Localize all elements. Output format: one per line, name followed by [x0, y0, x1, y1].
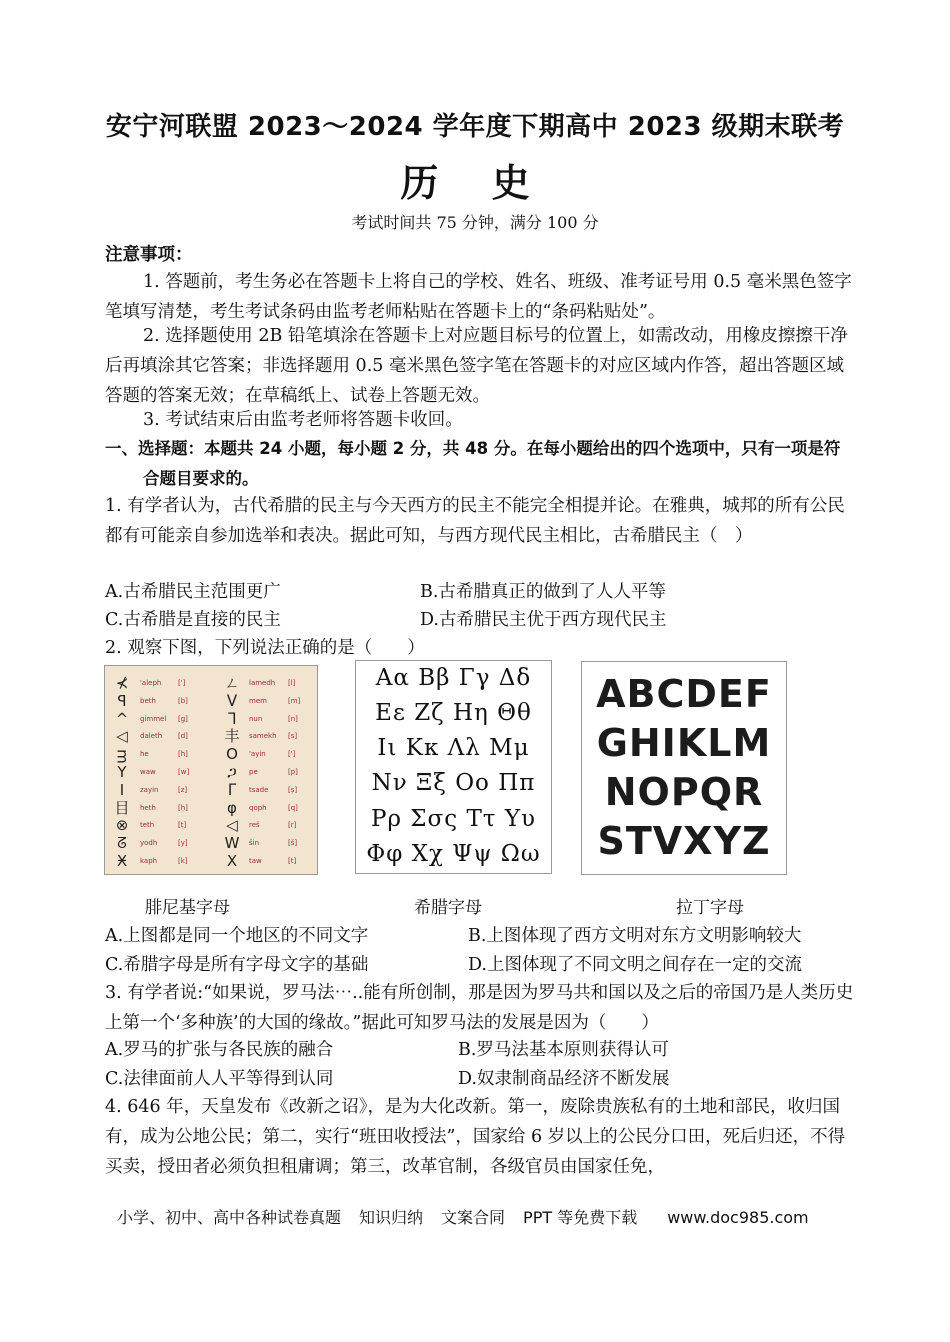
exam-title: 安宁河联盟 2023～2024 学年度下期高中 2023 级期末联考 — [105, 112, 845, 142]
question-2-stem: 2. 观察下图，下列说法正确的是（ ） — [105, 638, 425, 658]
phoenician-row — [105, 799, 315, 818]
phoenician-letter-name: beth — [140, 696, 156, 705]
phoenician-letter-name: daleth — [140, 732, 163, 741]
phoenician-row — [105, 852, 315, 871]
question-3-option-d: D.奴隶制商品经济不断发展 — [458, 1069, 670, 1089]
caption-phoenician: 腓尼基字母 — [145, 898, 230, 918]
latin-row: NOPQR — [604, 770, 764, 814]
phoenician-letter-name: taw — [249, 857, 262, 865]
latin-row: GHIKLM — [596, 721, 772, 765]
caption-greek: 希腊字母 — [414, 898, 482, 918]
greek-row: Ιι Κκ Λλ Μμ — [377, 735, 530, 761]
phoenician-letter-sound: [l] — [288, 679, 296, 687]
section-heading: 一、选择题：本题共 24 小题，每小题 2 分，共 48 分。在每小题给出的四个选项中，只有一项是符合题目要求的。 — [105, 439, 841, 488]
phoenician-glyph: ⊀ — [115, 674, 129, 692]
phoenician-row — [105, 745, 315, 764]
phoenician-letter-name: reš — [249, 821, 260, 830]
latin-alphabet-image — [581, 661, 787, 875]
phoenician-letter-name: mem — [249, 696, 267, 705]
phoenician-letter-sound: [n] — [288, 714, 298, 723]
note-item-1: 1. 答题前，考生务必在答题卡上将自己的学校、姓名、班级、准考证号用 0.5 毫米黑色签字笔填写清楚，考生考试条码由监考老师粘贴在答题卡上的“条码粘贴处”。 — [105, 272, 852, 322]
phoenician-glyph: O — [226, 745, 238, 764]
phoenician-letter-sound: [ḥ] — [178, 803, 188, 812]
phoenician-letter-name: 'aleph — [140, 679, 162, 687]
phoenician-letter-name: he — [140, 750, 149, 759]
greek-row: Αα Ββ Γγ Δδ — [375, 665, 532, 691]
question-3-option-b: B.罗马法基本原则获得认可 — [458, 1040, 669, 1060]
phoenician-letter-name: zayin — [140, 785, 159, 794]
phoenician-letter-name: šin — [249, 839, 260, 848]
phoenician-letter-name: tsade — [249, 785, 269, 794]
phoenician-letter-sound: [y] — [178, 839, 188, 848]
question-1-option-b: B.古希腊真正的做到了人人平等 — [420, 582, 666, 602]
question-3-option-c: C.法律面前人人平等得到认同 — [105, 1069, 334, 1089]
phoenician-glyph: φ — [227, 798, 237, 817]
phoenician-letter-sound: [g] — [178, 714, 188, 723]
phoenician-row — [105, 834, 315, 853]
phoenician-row — [105, 781, 315, 800]
question-2-option-b: B.上图体现了西方文明对东方文明影响较大 — [468, 926, 802, 946]
phoenician-glyph: ᘔ — [117, 834, 127, 853]
phoenician-glyph: I — [119, 780, 125, 799]
page-footer — [117, 1205, 809, 1228]
phoenician-letter-sound: [š] — [288, 839, 298, 848]
exam-time-info: 考试时间共 75 分钟，满分 100 分 — [351, 213, 599, 232]
phoenician-letter-name: kaph — [140, 857, 158, 865]
phoenician-letter-name: yodh — [140, 839, 158, 848]
footer-text: PPT 等免费下载 — [523, 1208, 638, 1227]
footer-text: 文案合同 — [441, 1208, 506, 1227]
exam-subject: 历 史 — [400, 161, 550, 205]
question-4-stem: 4. 646 年，天皇发布《改新之诏》，是为大化改新。第一，废除贵族私有的土地和部民，收归国有，成为公地公民；第二，实行“班田收授法”，国家给 6 岁以上的公民分口田，死后归还，不得买卖，授田者必须负担租庸调；第三，改革官制，各级官员由国家任免， — [105, 1097, 846, 1177]
phoenician-letter-sound: [s] — [288, 732, 298, 741]
phoenician-letter-sound: [h] — [178, 750, 188, 759]
latin-row: ABCDEF — [596, 672, 772, 716]
phoenician-letter-name: samekh — [249, 732, 277, 741]
phoenician-letter-sound: [m] — [288, 696, 301, 705]
phoenician-glyph: ⊗ — [115, 816, 129, 835]
phoenician-glyph: ◁ — [226, 816, 238, 835]
phoenician-row — [105, 727, 315, 746]
question-2-option-c: C.希腊字母是所有字母文字的基础 — [105, 955, 369, 975]
phoenician-row — [105, 710, 315, 729]
greek-row: Φφ Χχ Ψψ Ωω — [366, 841, 541, 867]
phoenician-letter-sound: [p] — [288, 768, 298, 776]
phoenician-glyph: ㄥ — [224, 674, 240, 692]
phoenician-letter-name: gimmel — [140, 714, 167, 723]
question-3-stem: 3. 有学者说:“如果说，罗马法⋯..能有所创制，那是因为罗马共和国以及之后的帝国乃是人类历史上第一个‘多种族’的大国的缘故。”据此可知罗马法的发展是因为（ ） — [105, 983, 854, 1033]
phoenician-glyph: W — [224, 834, 240, 853]
question-1-stem: 1. 有学者认为，古代希腊的民主与今天西方的民主不能完全相提并论。在雅典，城邦的所有公民都有可能亲自参加选举和表决。据此可知，与西方现代民主相比，古希腊民主（ ） — [105, 496, 845, 546]
phoenician-letter-sound: [t] — [288, 857, 297, 865]
phoenician-row — [105, 692, 315, 711]
phoenician-letter-name: 'ayin — [249, 750, 266, 759]
phoenician-letter-sound: [ṭ] — [178, 821, 187, 830]
question-3-option-a: A.罗马的扩张与各民族的融合 — [105, 1040, 334, 1060]
footer-text: 小学、初中、高中各种试卷真题 — [117, 1208, 342, 1227]
phoenician-glyph: ꟼ — [117, 691, 127, 710]
phoenician-letter-sound: [b] — [178, 696, 188, 705]
phoenician-glyph: ᴟ — [117, 745, 127, 764]
greek-row: Ρρ Σσς Ττ Υυ — [370, 806, 536, 832]
phoenician-glyph: ^ — [115, 709, 129, 728]
phoenician-row — [105, 816, 315, 835]
phoenician-letter-sound: [w] — [178, 768, 190, 776]
note-item-3: 3. 考试结束后由监考老师将答题卡收回。 — [143, 410, 463, 430]
phoenician-glyph: 目 — [114, 798, 130, 817]
phoenician-letter-sound: [d] — [178, 732, 188, 741]
question-2-option-a: A.上图都是同一个地区的不同文字 — [105, 926, 369, 946]
question-1-option-d: D.古希腊民主优于西方现代民主 — [420, 610, 667, 630]
greek-row: Νν Ξξ Οο Ππ — [371, 770, 536, 796]
phoenician-letter-name: pe — [249, 768, 258, 776]
phoenician-alphabet-image — [104, 665, 318, 875]
phoenician-glyph: 丰 — [224, 727, 240, 746]
phoenician-letter-name: qoph — [249, 803, 267, 812]
greek-row: Εε Ζζ Ηη Θθ — [375, 700, 532, 726]
phoenician-letter-sound: [k] — [178, 857, 188, 865]
notes-heading: 注意事项： — [105, 245, 193, 265]
phoenician-glyph: ᐯ — [226, 691, 238, 710]
phoenician-letter-sound: ['] — [288, 750, 296, 759]
question-1-option-c: C.古希腊是直接的民主 — [105, 610, 281, 630]
caption-latin: 拉丁字母 — [676, 898, 744, 918]
phoenician-letter-name: waw — [140, 768, 156, 776]
phoenician-letter-name: teth — [140, 821, 155, 830]
phoenician-letter-sound: [z] — [178, 785, 188, 794]
phoenician-letter-sound: ['] — [178, 679, 186, 687]
question-2-option-d: D.上图体现了不同文明之间存在一定的交流 — [468, 955, 802, 975]
phoenician-letter-name: nun — [249, 714, 263, 723]
phoenician-letter-name: lamedh — [249, 679, 276, 687]
phoenician-glyph: ᒣ — [227, 709, 237, 728]
phoenician-letter-sound: [ṣ] — [288, 785, 298, 794]
phoenician-glyph: ◁ — [116, 727, 128, 746]
latin-row: STVXYZ — [597, 819, 771, 863]
phoenician-row — [105, 763, 315, 782]
footer-text: 知识归纳 — [359, 1208, 424, 1227]
phoenician-glyph: ጋ — [227, 763, 237, 781]
greek-alphabet-image — [355, 660, 552, 874]
phoenician-letter-sound: [r] — [288, 821, 297, 830]
phoenician-row — [105, 674, 315, 693]
phoenician-glyph: X — [226, 852, 238, 870]
phoenician-glyph: Ӿ — [116, 852, 128, 870]
phoenician-letter-name: heth — [140, 803, 156, 812]
phoenician-glyph: Y — [117, 763, 127, 781]
note-item-2: 2. 选择题使用 2B 铅笔填涂在答题卡上对应题目标号的位置上，如需改动，用橡皮擦擦干净后再填涂其它答案；非选择题用 0.5 毫米黑色签字笔在答题卡的对应区域内作答，超出答题区域答题的答案无效；在草稿纸上、试卷上答题无效。 — [105, 326, 848, 406]
question-1-option-a: A.古希腊民主范围更广 — [105, 582, 281, 602]
phoenician-glyph: ᒥ — [227, 780, 237, 799]
phoenician-letter-sound: [q] — [288, 803, 298, 812]
footer-url[interactable]: www.doc985.com — [667, 1208, 809, 1227]
